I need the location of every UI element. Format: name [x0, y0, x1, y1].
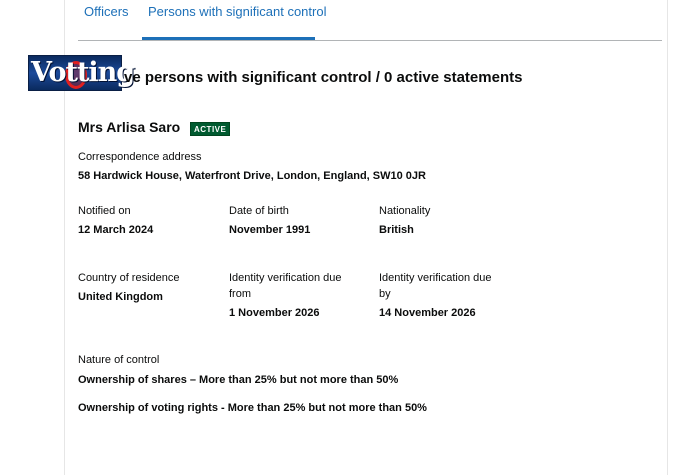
watermark-logo — [28, 55, 135, 91]
tab-officers-label: Officers — [84, 4, 129, 19]
correspondence-address-value: 58 Hardwick House, Waterfront Drive, London, England, SW10 0JR — [78, 170, 426, 182]
page-right-border — [667, 0, 668, 475]
page-heading: ve persons with significant control / 0 active statements — [124, 69, 523, 86]
nationality-value: British — [379, 224, 414, 236]
nationality-label: Nationality — [379, 205, 431, 217]
country-of-residence-value: United Kingdom — [78, 291, 163, 303]
idv-due-from-value: 1 November 2026 — [229, 307, 320, 319]
correspondence-address-label: Correspondence address — [78, 151, 202, 163]
psc-name: Mrs Arlisa Saro — [78, 119, 181, 135]
status-badge: ACTIVE — [190, 122, 230, 136]
idv-due-from-label-line1: Identity verification due — [229, 272, 342, 284]
idv-due-by-label-line1: Identity verification due — [379, 272, 492, 284]
notified-on-label: Notified on — [78, 205, 131, 217]
dob-value: November 1991 — [229, 224, 311, 236]
nature-of-control-shares: Ownership of shares – More than 25% but not more than 50% — [78, 374, 399, 386]
dob-label: Date of birth — [229, 205, 289, 217]
nature-of-control-voting-rights: Ownership of voting rights - More than 25% but not more than 50% — [78, 402, 427, 414]
tab-psc-label: Persons with significant control — [148, 4, 327, 19]
notified-on-value: 12 March 2024 — [78, 224, 154, 236]
idv-due-by-label-line2: by — [379, 288, 391, 300]
idv-due-by-value: 14 November 2026 — [379, 307, 476, 319]
idv-due-from-label-line2: from — [229, 288, 251, 300]
logo-text: Votting — [31, 57, 135, 88]
tab-officers[interactable] — [84, 4, 136, 30]
tab-bar — [78, 0, 662, 41]
tab-persons-with-significant-control[interactable] — [148, 4, 327, 30]
country-of-residence-label: Country of residence — [78, 272, 180, 284]
active-tab-indicator — [142, 37, 315, 40]
nature-of-control-label: Nature of control — [78, 354, 160, 366]
